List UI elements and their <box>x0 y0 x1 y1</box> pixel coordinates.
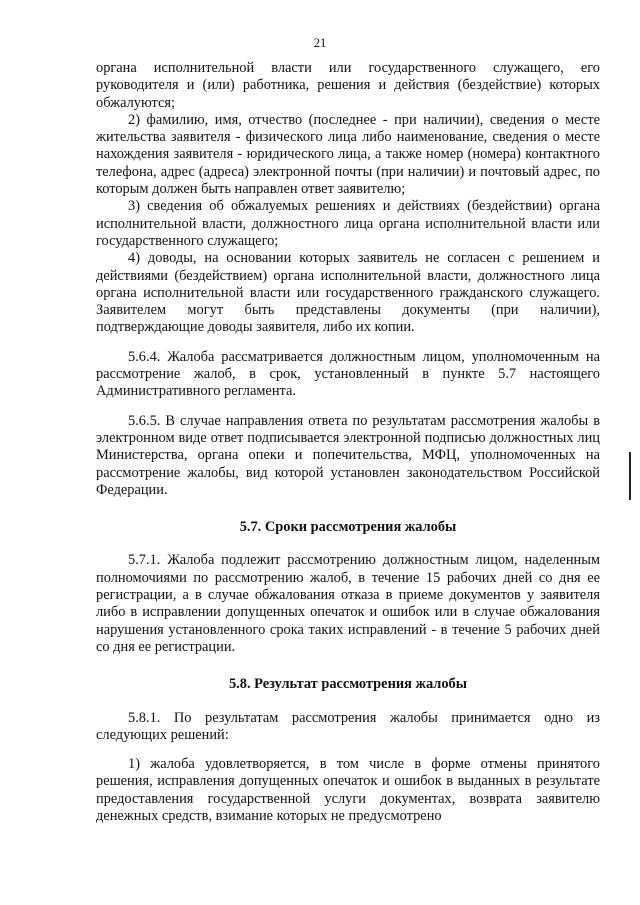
paragraph: 5.6.4. Жалоба рассматривается должностным лицом, уполномоченным на рассмотрение жалоб, в срок, установленный в пункте 5.7 настоящего Административного регламента. <box>96 348 600 400</box>
paragraph: органа исполнительной власти или государственного служащего, его руководителя и (или) работника, решения и действия (бездействие) которых обжалуются; <box>96 60 600 111</box>
page-number: 21 <box>313 36 327 50</box>
paragraph: 3) сведения об обжалуемых решениях и действиях (бездействии) органа исполнительной власти, должностного лица органа исполнительной власти или государственного служащего; <box>96 198 600 249</box>
paragraph: 5.6.5. В случае направления ответа по результатам рассмотрения жалобы в электронном виде ответ подписывается электронной подписью должностных лиц Министерства, органа опеки и попечительства, МФЦ, уполномоченных на рассмотрение жалобы, вид которой установлен законодательством Российской Федерации. <box>96 412 600 498</box>
section-heading: 5.7. Сроки рассмотрения жалобы <box>239 519 457 536</box>
paragraph: 5.8.1. По результатам рассмотрения жалобы принимается одно из следующих решений: <box>96 709 600 743</box>
paragraph: 2) фамилию, имя, отчество (последнее - при наличии), сведения о месте жительства заявителя - физического лица либо наименование, сведения о месте нахождения заявителя - юридического лица, а также номер (номера) контактного телефона, адрес (адреса) электронной почты (при наличии) и почтовый адрес, по которым должен быть направлен ответ заявителю; <box>96 111 600 198</box>
scan-edge-mark <box>629 452 631 500</box>
paragraph: 4) доводы, на основании которых заявитель не согласен с решением и действиями (бездействием) органа исполнительной власти, должностного лица органа исполнительной власти или государственного гражданского служащего. Заявителем могут быть представлены документы (при наличии), подтверждающие доводы заявителя, либо их копии. <box>96 250 600 336</box>
document-body <box>96 60 600 825</box>
paragraph: 5.7.1. Жалоба подлежит рассмотрению должностным лицом, наделенным полномочиями по рассмотрению жалоб, в течение 15 рабочих дней со дня ее регистрации, а в случае обжалования отказа в приеме документов у заявителя либо в исправлении допущенных опечаток и ошибок или в случае обжалования нарушения установленного срока таких исправлений - в течение 5 рабочих дней со дня ее регистрации. <box>96 552 600 655</box>
paragraph: 1) жалоба удовлетворяется, в том числе в форме отмены принятого решения, исправления допущенных опечаток и ошибок в выданных в результате предоставления государственной услуги документах, возврата заявителю денежных средств, взимание которых не предусмотрено <box>96 756 600 824</box>
section-heading: 5.8. Результат рассмотрения жалобы <box>228 676 467 693</box>
